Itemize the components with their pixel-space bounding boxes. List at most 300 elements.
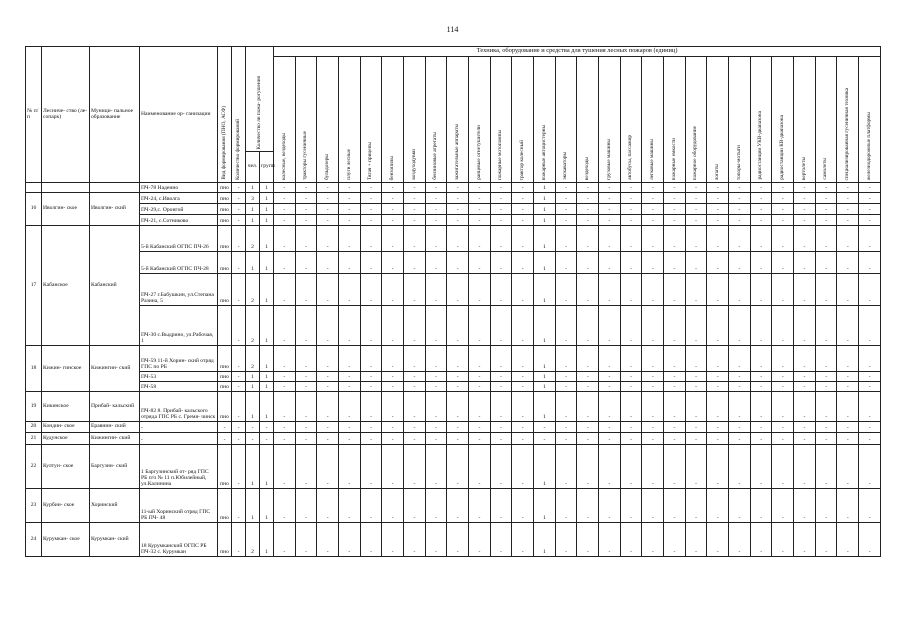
equipment-cell: - [447, 433, 469, 445]
equipment-cell: - [577, 392, 599, 422]
row-number: 17 [26, 226, 42, 346]
equipment-cell: - [729, 445, 751, 489]
equipment-cell: - [750, 193, 772, 204]
table-row [26, 445, 881, 489]
equipment-cell: - [317, 193, 339, 204]
equipment-cell: - [664, 382, 686, 392]
equipment-cell: - [490, 226, 512, 252]
equipment-cell: - [317, 226, 339, 252]
equipment-cell: - [274, 523, 296, 557]
formation-type-cell: пно [218, 183, 232, 193]
equipment-cell: - [447, 183, 469, 193]
equipment-cell: - [295, 392, 317, 422]
equipment-cell: - [404, 392, 426, 422]
equipment-cell: - [447, 193, 469, 204]
organization-cell: ПЧ-82 8. Прибай- кальского отряда ГПС РБ с. Гремя- чинск [140, 392, 218, 422]
equipment-cell: - [859, 445, 881, 489]
equipment-cell: - [707, 274, 729, 306]
equipment-cell: - [274, 193, 296, 204]
equipment-cell: - [729, 204, 751, 215]
staff-groups-cell: 1 [260, 193, 274, 204]
header-equipment-16 [599, 57, 621, 183]
equipment-cell: - [815, 252, 837, 274]
equipment-cell: - [729, 193, 751, 204]
formation-count-cell: - [232, 422, 246, 433]
equipment-cell: - [685, 433, 707, 445]
staff-groups-cell: 1 [260, 372, 274, 382]
equipment-cell: - [707, 306, 729, 346]
equipment-cell: - [685, 226, 707, 252]
equipment-cell: - [685, 306, 707, 346]
equipment-cell: - [425, 346, 447, 372]
equipment-cell: - [729, 346, 751, 372]
equipment-cell: - [664, 204, 686, 215]
equipment-cell: - [274, 215, 296, 226]
equipment-cell: - [295, 422, 317, 433]
equipment-cell: - [404, 226, 426, 252]
equipment-cell: - [490, 382, 512, 392]
organization-cell: ПЧ-59 11-й Хорин- ский отряд ГПС по РБ [140, 346, 218, 372]
formation-count-cell: - [232, 489, 246, 523]
row-number: 19 [26, 392, 42, 422]
equipment-cell: - [425, 392, 447, 422]
organization-cell: - [140, 422, 218, 433]
equipment-cell: - [837, 183, 859, 193]
formation-count-cell: - [232, 523, 246, 557]
equipment-cell: - [794, 274, 816, 306]
equipment-cell: - [469, 392, 491, 422]
equipment-cell: - [707, 523, 729, 557]
equipment-cell: - [794, 372, 816, 382]
staff-groups-cell: 1 [260, 382, 274, 392]
equipment-cell: - [490, 346, 512, 372]
equipment-cell: - [750, 392, 772, 422]
equipment-cell: - [577, 523, 599, 557]
equipment-cell: - [794, 523, 816, 557]
formation-type-cell: пно [218, 215, 232, 226]
equipment-cell: - [360, 226, 382, 252]
equipment-cell: - [360, 346, 382, 372]
equipment-cell: - [750, 306, 772, 346]
equipment-cell: - [620, 372, 642, 382]
equipment-cell: - [815, 523, 837, 557]
equipment-cell: - [360, 252, 382, 274]
equipment-cell: - [534, 433, 556, 445]
equipment-cell: - [469, 306, 491, 346]
staff-groups-cell: 1 [260, 274, 274, 306]
equipment-cell: - [512, 346, 534, 372]
equipment-cell: 1 [534, 372, 556, 382]
organization-cell: 5-й Кабанский ОГПС ПЧ-26 [140, 226, 218, 252]
equipment-cell: - [404, 445, 426, 489]
staff-groups-cell: 1 [260, 204, 274, 215]
equipment-cell: - [772, 274, 794, 306]
formation-type-cell [218, 306, 232, 346]
header-equipment-4-text: плуги лесные [345, 149, 352, 180]
equipment-cell: - [274, 489, 296, 523]
equipment-cell: - [512, 489, 534, 523]
equipment-cell: - [577, 226, 599, 252]
equipment-cell: - [425, 306, 447, 346]
equipment-cell: - [750, 372, 772, 382]
equipment-cell: - [295, 252, 317, 274]
municipality-cell [90, 183, 140, 193]
equipment-cell: - [620, 392, 642, 422]
equipment-cell: - [577, 445, 599, 489]
equipment-cell: - [707, 204, 729, 215]
equipment-cell: - [382, 226, 404, 252]
equipment-cell: - [295, 372, 317, 382]
equipment-cell: - [642, 489, 664, 523]
staff-people-cell: 2 [246, 523, 260, 557]
equipment-cell: - [772, 226, 794, 252]
equipment-cell: - [274, 346, 296, 372]
equipment-cell: - [317, 422, 339, 433]
equipment-cell: - [512, 183, 534, 193]
equipment-cell: - [599, 274, 621, 306]
header-equipment-19-text: пожарные емкости [670, 137, 677, 180]
equipment-cell: - [490, 215, 512, 226]
equipment-cell: - [295, 193, 317, 204]
organization-cell: ПЧ-30 с.Выдрино, ул.Рабочая, 1 [140, 306, 218, 346]
organization-cell: 1 Баргузинский от- ряд ГПС РБ п/ч № 11 п.Юбилейный, ул.Калинина [140, 445, 218, 489]
header-equipment-19 [664, 57, 686, 183]
header-equipment-24 [772, 57, 794, 183]
equipment-cell: - [382, 489, 404, 523]
staff-people-cell: 1 [246, 215, 260, 226]
header-equipment-22-text: топоры-мотыги [735, 144, 742, 180]
header-equipment-7 [404, 57, 426, 183]
equipment-cell: - [620, 489, 642, 523]
equipment-cell: - [750, 523, 772, 557]
forestry-cell: Кудунское [42, 433, 90, 445]
header-organization: Наименование ор- ганизации [140, 47, 218, 183]
formation-type-cell: пно [218, 204, 232, 215]
equipment-cell: - [317, 372, 339, 382]
equipment-cell: - [642, 372, 664, 382]
equipment-cell: - [620, 204, 642, 215]
table-row [26, 252, 881, 274]
equipment-cell: - [750, 226, 772, 252]
header-equipment-2-text: тракторы гусеничные [302, 131, 309, 180]
equipment-cell: - [490, 489, 512, 523]
equipment-cell: - [837, 382, 859, 392]
staff-people-cell: - [246, 422, 260, 433]
equipment-cell: - [837, 372, 859, 382]
equipment-cell: - [447, 382, 469, 392]
equipment-cell: - [382, 204, 404, 215]
equipment-cell: - [620, 346, 642, 372]
equipment-cell: - [750, 204, 772, 215]
row-number: 20 [26, 422, 42, 433]
formation-count-cell: - [232, 382, 246, 392]
equipment-cell: - [685, 346, 707, 372]
staff-people-cell: 1 [246, 445, 260, 489]
equipment-cell: - [512, 193, 534, 204]
equipment-cell: - [859, 489, 881, 523]
equipment-cell: - [794, 346, 816, 372]
equipment-cell: - [729, 183, 751, 193]
equipment-cell: - [447, 422, 469, 433]
equipment-cell: - [859, 346, 881, 372]
header-equipment-18 [642, 57, 664, 183]
table-row [26, 204, 881, 215]
equipment-cell: - [555, 382, 577, 392]
equipment-cell: - [837, 392, 859, 422]
equipment-cell: - [577, 422, 599, 433]
equipment-cell: - [642, 183, 664, 193]
equipment-cell: - [599, 523, 621, 557]
equipment-cell: - [599, 204, 621, 215]
forestry-cell: Кабанское [42, 226, 90, 346]
organization-cell: ПЧ-27 г.Бабушкин, ул.Степана Разина, 5 [140, 274, 218, 306]
equipment-cell: - [772, 433, 794, 445]
equipment-cell: - [339, 489, 361, 523]
equipment-cell: - [382, 215, 404, 226]
equipment-cell: - [555, 445, 577, 489]
equipment-cell: - [859, 382, 881, 392]
equipment-cell: - [339, 382, 361, 392]
equipment-cell: - [490, 183, 512, 193]
header-number: № п/п [26, 47, 42, 183]
staff-groups-cell: 1 [260, 489, 274, 523]
forestry-cell: Кижин- гинское [42, 346, 90, 392]
equipment-cell: - [859, 433, 881, 445]
formation-count-cell: - [232, 372, 246, 382]
organization-cell: ПЧ-29,с. Оронгой [140, 204, 218, 215]
equipment-cell: - [577, 215, 599, 226]
municipality-cell: Иволгин- ский [90, 193, 140, 226]
equipment-cell: - [729, 226, 751, 252]
formation-count-cell: - [232, 252, 246, 274]
equipment-cell: - [794, 226, 816, 252]
organization-cell: 18 Курумканский ОГПС РБ ПЧ-32 с. Курумкан [140, 523, 218, 557]
equipment-cell: - [555, 226, 577, 252]
equipment-cell: - [425, 372, 447, 382]
equipment-cell: - [469, 346, 491, 372]
organization-cell: 5-й Кабанский ОГПС ПЧ-28 [140, 252, 218, 274]
equipment-cell: - [859, 215, 881, 226]
header-equipment-9 [447, 57, 469, 183]
equipment-cell: - [425, 445, 447, 489]
equipment-cell: - [555, 392, 577, 422]
equipment-cell: - [339, 193, 361, 204]
equipment-cell: - [512, 274, 534, 306]
formation-count-cell: - [232, 226, 246, 252]
equipment-cell: - [794, 204, 816, 215]
staff-groups-cell: 1 [260, 252, 274, 274]
equipment-cell: - [815, 204, 837, 215]
equipment-cell: - [274, 382, 296, 392]
header-formation-count [232, 47, 246, 183]
formation-count-cell: - [232, 433, 246, 445]
equipment-cell: - [577, 183, 599, 193]
header-equipment-11 [490, 57, 512, 183]
equipment-cell: - [382, 252, 404, 274]
equipment-cell: - [534, 422, 556, 433]
equipment-cell: - [382, 422, 404, 433]
equipment-cell: - [599, 306, 621, 346]
equipment-cell: - [729, 433, 751, 445]
equipment-cell: - [685, 523, 707, 557]
equipment-cell: - [707, 392, 729, 422]
equipment-cell: - [425, 252, 447, 274]
equipment-cell: - [620, 193, 642, 204]
row-number: 16 [26, 193, 42, 226]
equipment-cell: - [685, 372, 707, 382]
equipment-cell: - [295, 274, 317, 306]
equipment-cell: - [490, 445, 512, 489]
equipment-cell: - [512, 215, 534, 226]
equipment-cell: - [620, 226, 642, 252]
staff-people-cell: 1 [246, 489, 260, 523]
equipment-cell: - [512, 523, 534, 557]
equipment-cell: - [815, 183, 837, 193]
equipment-cell: - [577, 346, 599, 372]
header-equipment-12-text: трактор колесный [518, 139, 525, 180]
equipment-cell: 1 [534, 392, 556, 422]
equipment-cell: - [685, 204, 707, 215]
equipment-cell: - [620, 523, 642, 557]
equipment-cell: - [382, 346, 404, 372]
equipment-cell: - [599, 382, 621, 392]
staff-people-cell: 1 [246, 392, 260, 422]
equipment-cell: - [339, 252, 361, 274]
forestry-cell: Курбин- ское [42, 489, 90, 523]
equipment-cell: - [707, 445, 729, 489]
equipment-cell: - [577, 274, 599, 306]
equipment-cell: - [707, 346, 729, 372]
staff-people-cell: 2 [246, 226, 260, 252]
header-equipment-8-text: бензиновые агрегаты [432, 132, 439, 180]
equipment-cell: - [360, 422, 382, 433]
equipment-cell: - [859, 372, 881, 382]
header-equipment-16-text: грузовые машины [605, 139, 612, 180]
equipment-cell: - [382, 433, 404, 445]
organization-cell: - [140, 433, 218, 445]
equipment-cell: - [707, 382, 729, 392]
header-formation-type [218, 47, 232, 183]
equipment-cell: 1 [534, 306, 556, 346]
equipment-cell: 1 [534, 274, 556, 306]
equipment-cell: - [425, 523, 447, 557]
equipment-cell: - [859, 422, 881, 433]
equipment-cell: - [425, 204, 447, 215]
equipment-cell: - [447, 445, 469, 489]
equipment-cell: - [317, 252, 339, 274]
equipment-cell: 1 [534, 489, 556, 523]
equipment-cell: - [339, 183, 361, 193]
equipment-cell: - [555, 372, 577, 382]
header-equipment-20 [685, 57, 707, 183]
equipment-cell: - [642, 382, 664, 392]
equipment-cell: - [729, 274, 751, 306]
equipment-cell: - [815, 346, 837, 372]
equipment-cell: - [469, 215, 491, 226]
page-number: 114 [446, 25, 459, 34]
header-equipment-14-text: экскаваторы [562, 152, 569, 180]
equipment-cell: - [750, 183, 772, 193]
equipment-cell: - [447, 346, 469, 372]
forestry-cell: Курумкан- ское [42, 523, 90, 557]
equipment-cell: - [469, 226, 491, 252]
equipment-cell: - [685, 274, 707, 306]
formation-count-cell: - [232, 306, 246, 346]
equipment-cell: - [772, 193, 794, 204]
equipment-cell: - [837, 226, 859, 252]
row-number: 18 [26, 346, 42, 392]
equipment-cell: - [274, 433, 296, 445]
equipment-cell: - [360, 372, 382, 382]
equipment-cell: - [382, 523, 404, 557]
formation-count-cell: - [232, 445, 246, 489]
forest-fire-resources-table [25, 46, 881, 557]
equipment-cell: - [404, 489, 426, 523]
forestry-cell: Иволгин- ское [42, 193, 90, 226]
equipment-cell: - [707, 193, 729, 204]
header-equipment-13 [534, 57, 556, 183]
formation-type-cell: пно [218, 445, 232, 489]
row-number: 22 [26, 445, 42, 489]
staff-people-cell: - [246, 433, 260, 445]
equipment-cell: - [794, 193, 816, 204]
equipment-cell: - [382, 372, 404, 382]
equipment-cell: - [447, 252, 469, 274]
table-row [26, 392, 881, 422]
equipment-cell: - [729, 215, 751, 226]
equipment-cell: - [642, 523, 664, 557]
municipality-cell: Хоринский [90, 489, 140, 523]
equipment-cell: - [274, 226, 296, 252]
equipment-cell: - [599, 193, 621, 204]
equipment-cell: - [469, 204, 491, 215]
header-equipment-27-text: специализированная гусеничная техника [844, 87, 851, 180]
equipment-cell: - [837, 215, 859, 226]
equipment-cell: - [339, 215, 361, 226]
equipment-cell: - [404, 306, 426, 346]
equipment-cell: - [707, 372, 729, 382]
equipment-cell: - [425, 183, 447, 193]
equipment-cell: - [642, 306, 664, 346]
equipment-cell: - [707, 433, 729, 445]
municipality-cell: Баргузин- ский [90, 445, 140, 489]
equipment-cell: 1 [534, 215, 556, 226]
equipment-cell: - [360, 433, 382, 445]
equipment-cell: - [512, 433, 534, 445]
equipment-cell: - [599, 392, 621, 422]
header-equipment-21 [707, 57, 729, 183]
equipment-cell: - [512, 204, 534, 215]
staff-people-cell: 2 [246, 346, 260, 372]
equipment-cell: - [425, 215, 447, 226]
equipment-cell: - [317, 306, 339, 346]
equipment-cell: - [685, 489, 707, 523]
equipment-cell: - [815, 433, 837, 445]
equipment-cell: - [295, 226, 317, 252]
equipment-cell: - [469, 183, 491, 193]
formation-count-cell: - [232, 183, 246, 193]
equipment-cell: - [794, 489, 816, 523]
organization-cell: ПЧ-78 Надеино [140, 183, 218, 193]
equipment-cell: - [794, 392, 816, 422]
header-equipment-28-text: железнодорожные платформы [865, 111, 872, 180]
row-number [26, 183, 42, 193]
equipment-cell: - [750, 382, 772, 392]
equipment-cell: - [664, 445, 686, 489]
equipment-cell: - [794, 422, 816, 433]
equipment-cell: - [382, 392, 404, 422]
equipment-cell: - [404, 183, 426, 193]
